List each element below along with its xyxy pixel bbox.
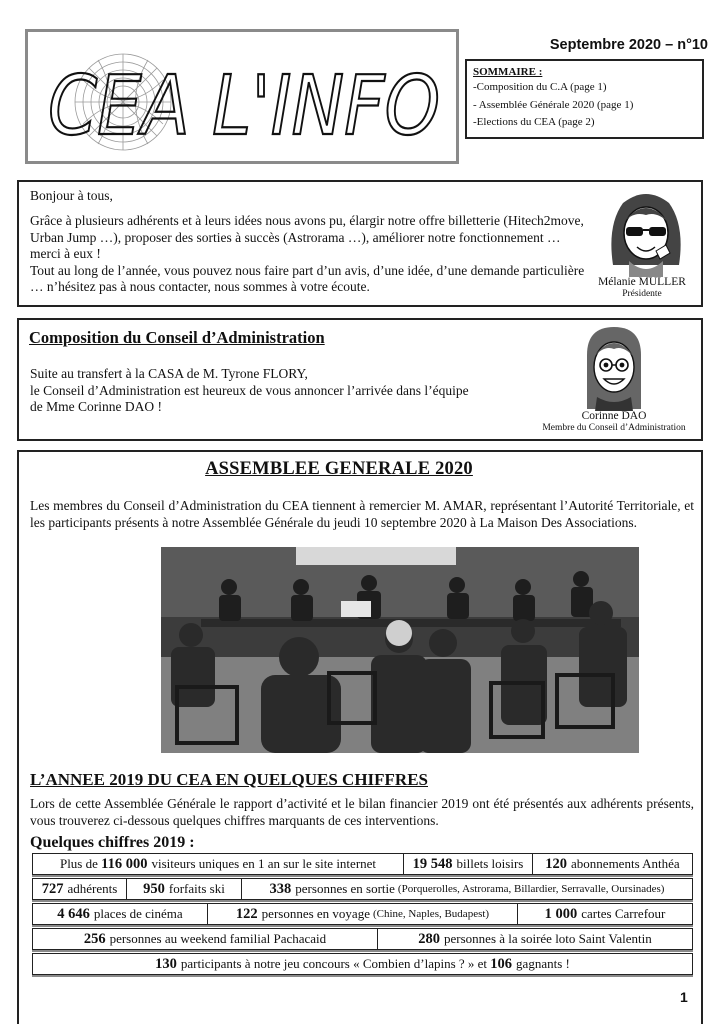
stat-text: personnes en voyage	[261, 906, 370, 921]
stat-text: personnes en sortie	[295, 881, 395, 896]
stat-cell	[242, 879, 692, 899]
sommaire-box	[465, 59, 704, 139]
assembly-photo	[161, 547, 639, 753]
stats-row	[32, 903, 693, 925]
stat-cell	[33, 879, 127, 899]
stat-number: 122	[235, 905, 258, 922]
stat-text: gagnants !	[516, 956, 570, 971]
stat-number: 950	[143, 880, 165, 897]
stat-number: 130	[155, 955, 177, 972]
stat-text: visiteurs uniques en 1 an sur le site internet	[151, 856, 377, 871]
stat-cell	[127, 879, 242, 899]
stat-cell	[33, 854, 404, 874]
stat-cell	[208, 904, 518, 924]
stat-text: abonnements Anthéa	[571, 856, 680, 871]
stat-detail: (Chine, Naples, Budapest)	[372, 908, 490, 920]
stat-text: billets loisirs	[456, 856, 524, 871]
welcome-paragraph-2: Tout au long de l’année, vous pouvez nous faire part d’un avis, d’une idée, d’une demande particulière … n’hésitez pas à nous contacter, nous sommes à votre écoute.	[30, 262, 585, 294]
stat-number: 727	[41, 880, 64, 897]
issue-label: Septembre 2020 – n°10	[549, 37, 708, 53]
stat-text: personnes au weekend familial Pachacaid	[109, 931, 327, 946]
ag-subtitle: L’ANNEE 2019 DU CEA EN QUELQUES CHIFFRES	[30, 770, 428, 789]
stats-table	[32, 853, 693, 978]
stat-text: personnes à la soirée loto Saint Valentin	[444, 931, 652, 946]
ca-line-3: de Mme Corinne DAO !	[30, 399, 162, 414]
stat-number: 120	[545, 855, 568, 872]
stat-detail: (Porquerolles, Astrorama, Billardier, Serravalle, Oursinades)	[397, 883, 665, 895]
member-avatar-icon	[579, 323, 649, 411]
president-role: Présidente	[622, 289, 662, 299]
logo-wordmark	[40, 38, 450, 158]
president-name: Mélanie MULLER	[598, 276, 686, 288]
logo-text: CEA L'INFO	[48, 59, 440, 154]
ca-line-1: Suite au transfert à la CASA de M. Tyrone FLORY,	[30, 366, 308, 381]
sommaire-item: - Assemblée Générale 2020 (page 1)	[473, 98, 634, 111]
assembly-photo-image	[161, 547, 639, 753]
welcome-box	[17, 180, 703, 307]
ag-intro: Les membres du Conseil d’Administration du CEA tiennent à remercier M. AMAR, représentant l’Autorité Territoriale, et les participants présents à notre Assemblée Générale du jeudi 10 septembre 2020 à La Maison Des Associations.	[30, 498, 694, 530]
stat-cell	[404, 854, 533, 874]
ca-title: Composition du Conseil d’Administration	[29, 328, 325, 347]
stat-text: Plus de	[59, 856, 98, 871]
stat-text: participants à notre jeu concours « Combien d’lapins ? » et	[180, 956, 488, 971]
stat-cell	[33, 954, 692, 974]
stat-text: forfaits ski	[168, 881, 225, 896]
ag-title: ASSEMBLEE GENERALE 2020	[205, 459, 473, 479]
stat-text: adhérents	[67, 881, 118, 896]
stat-number: 338	[269, 880, 292, 897]
stat-number: 280	[418, 930, 441, 947]
ag-intro-2: Lors de cette Assemblée Générale le rapport d’activité et le bilan financier 2019 ont été présentés aux adhérents présents, vous trouverez ci-dessous quelques chiffres marquants de ces interventions.	[30, 796, 694, 828]
president-avatar-icon	[601, 185, 691, 277]
stat-cell	[533, 854, 692, 874]
stat-number: 116 000	[101, 855, 148, 872]
ca-line-2: le Conseil d’Administration est heureux de vous annoncer l’arrivée dans l’équipe	[30, 382, 469, 398]
stats-row	[32, 953, 693, 975]
page-number: 1	[680, 989, 688, 1005]
sommaire-item: -Composition du C.A (page 1)	[473, 81, 607, 93]
stats-row	[32, 928, 693, 950]
stat-number: 1 000	[544, 905, 578, 922]
stats-row	[32, 853, 693, 875]
stat-number: 4 646	[57, 905, 90, 922]
member-name: Corinne DAO	[581, 410, 647, 422]
stat-number: 106	[490, 955, 513, 972]
stat-cell	[378, 929, 692, 949]
stats-row	[32, 878, 693, 900]
sommaire-title: SOMMAIRE :	[473, 66, 543, 78]
welcome-paragraph-1: Grâce à plusieurs adhérents et à leurs idées nous avons pu, élargir notre offre billetterie (Hitech2move, Urban Jump …), proposer des sorties à succès (Astrorama …), améliorer notre fonctionnement … merci à eux !	[30, 213, 584, 261]
member-role: Membre du Conseil d’Administration	[542, 423, 686, 433]
ag-box	[17, 450, 703, 1024]
stat-number: 256	[83, 930, 106, 947]
welcome-greeting: Bonjour à tous,	[30, 188, 113, 203]
sommaire-item: -Elections du CEA (page 2)	[473, 116, 595, 128]
stat-text: cartes Carrefour	[581, 906, 666, 921]
stat-number: 19 548	[412, 855, 453, 872]
ca-box	[17, 318, 703, 441]
stat-cell	[33, 929, 378, 949]
stat-cell	[518, 904, 692, 924]
stat-text: places de cinéma	[93, 906, 183, 921]
logo-box	[25, 29, 459, 164]
figures-title: Quelques chiffres 2019 :	[30, 834, 195, 851]
stat-cell	[33, 904, 208, 924]
